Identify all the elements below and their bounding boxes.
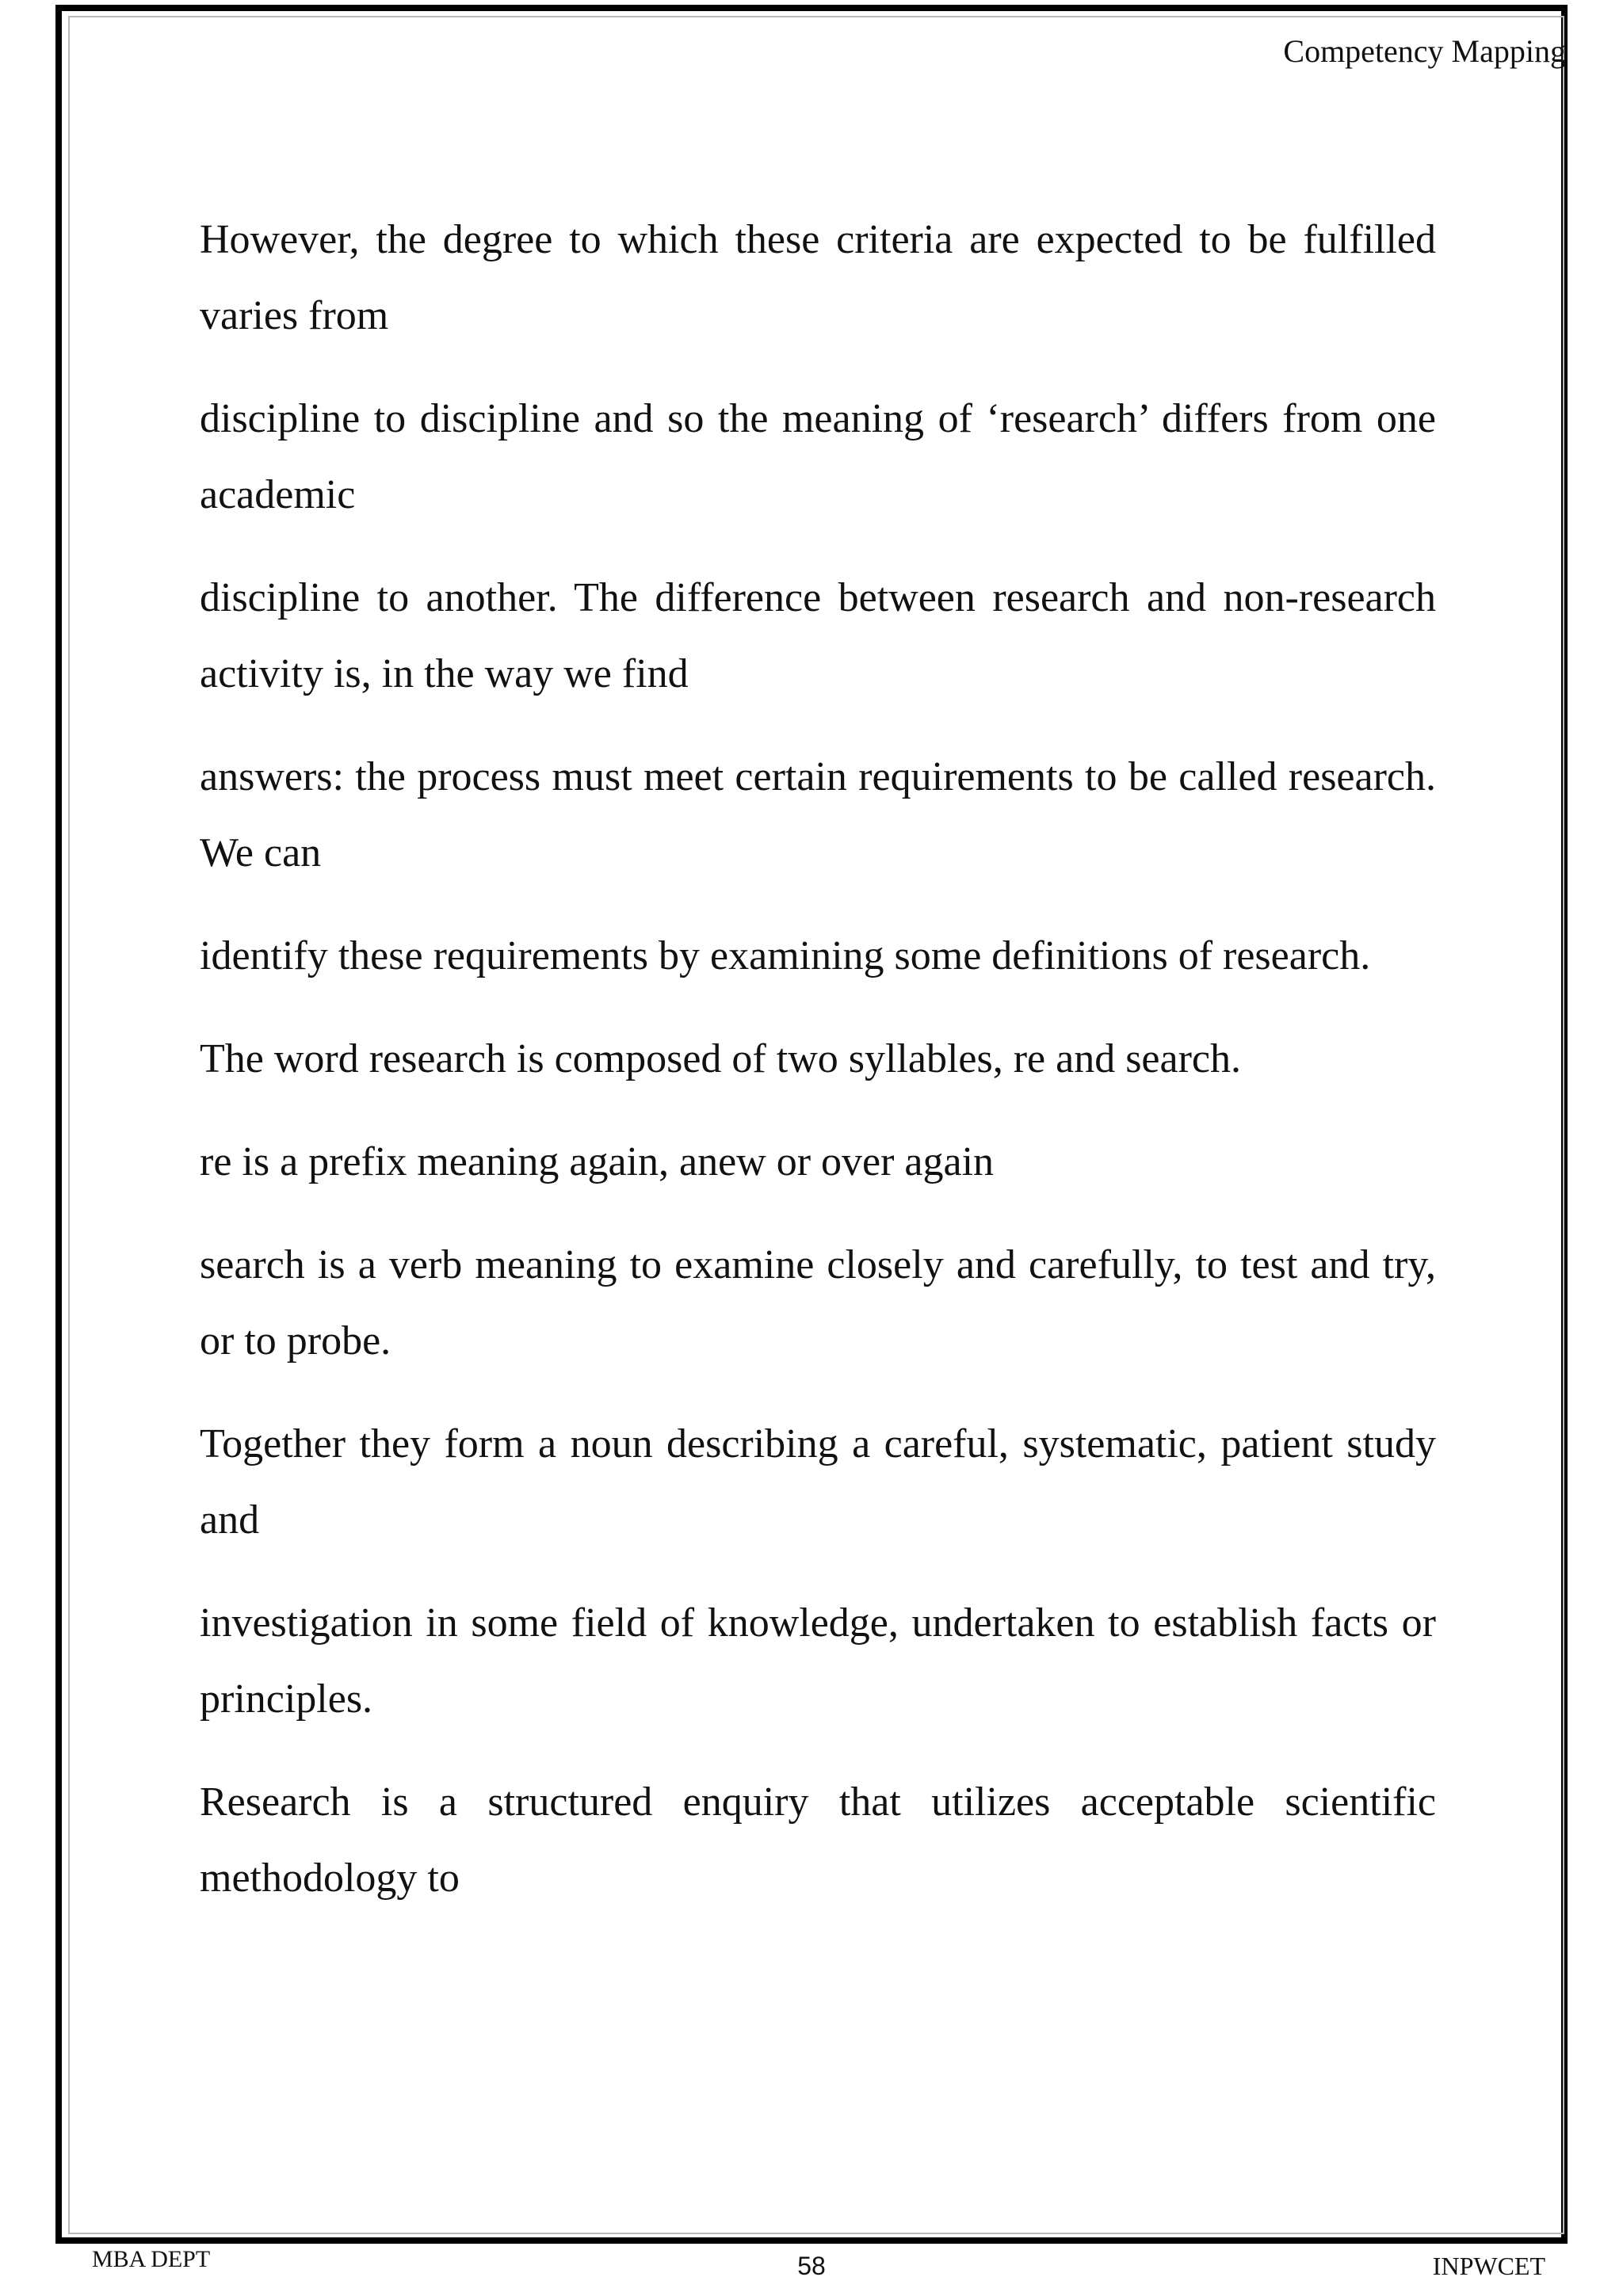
- paragraph: discipline to another. The difference between research and non-research activity is, in the way we find: [200, 575, 1436, 696]
- paragraph: re is a prefix meaning again, anew or over again: [200, 1139, 995, 1184]
- paragraph: Research is a structured enquiry that utilizes acceptable scientific methodology to: [200, 1779, 1436, 1901]
- footer-department: MBA DEPT: [92, 2246, 211, 2272]
- running-header: Competency Mapping: [1283, 33, 1566, 69]
- page-footer: [0, 2245, 1623, 2293]
- paragraph: investigation in some field of knowledge, undertaken to establish facts or principles.: [200, 1600, 1436, 1722]
- paragraph: identify these requirements by examining some definitions of research.: [200, 933, 1371, 978]
- paragraph: answers: the process must meet certain requirements to be called research. We can: [200, 754, 1436, 875]
- page-number: 58: [797, 2252, 826, 2280]
- paragraph: However, the degree to which these criteria are expected to be fulfilled varies from: [200, 217, 1436, 338]
- paragraph: Together they form a noun describing a careful, systematic, patient study and: [200, 1421, 1436, 1543]
- paragraph: The word research is composed of two syllables, re and search.: [200, 1036, 1241, 1081]
- footer-institution: INPWCET: [1432, 2252, 1545, 2280]
- paragraph: discipline to discipline and so the meaning of ‘research’ differs from one academic: [200, 396, 1436, 517]
- paragraph: search is a verb meaning to examine closely and carefully, to test and try, or to probe.: [200, 1242, 1436, 1363]
- body-text: [200, 202, 1436, 1943]
